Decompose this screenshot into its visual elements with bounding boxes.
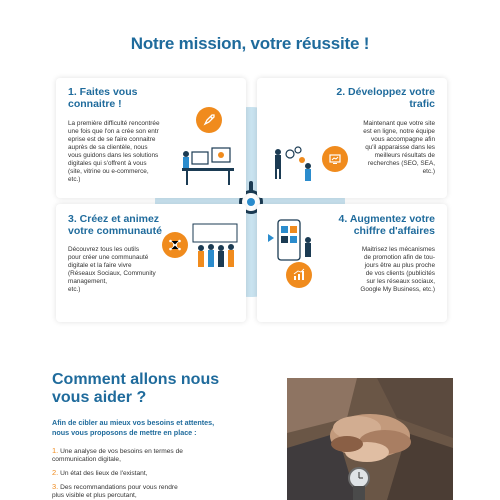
office-team-illustration [178,138,238,188]
mission-card-2-title: 2. Développez votre trafic [336,86,435,110]
community-network-icon [162,232,188,258]
help-list-item: 2. Un état des lieux de l'existant, [52,468,148,477]
help-section-title: Comment allons nous vous aider ? [52,371,220,406]
help-list [52,447,242,500]
analytics-team-illustration [268,138,328,188]
mission-card-3-title: 3. Créez et animez votre communauté [68,213,162,237]
mission-card-1-text: La première difficulté rencontrée une fois que l'on a crée son entr eprise est de se faire connaitre auprès de sa clientèle, nous vous guidons dans les solutions digitales qui s'offrent à vous (site, vitrine ou e-commerce, etc.) [68,120,160,183]
growth-chart-icon [286,262,312,288]
mission-card-4-title: 4. Augmentez votre chiffre d'affaires [338,213,435,237]
rocket-icon [196,107,222,133]
help-intro: Afin de cibler au mieux vos besoins et attentes, nous vous proposons de mettre en place : [52,418,215,437]
mission-card-4-text: Maitrisez les mécanismes de promotion afin de tou- jours être au plus proche de vos clients (publicités sur les réseaux sociaux, Google My Business, etc.) [360,246,435,293]
team-hands-photo-art [287,378,453,500]
team-hands-photo [287,378,453,500]
community-illustration [185,222,245,272]
mission-card-3-text: Découvrez tous les outils pour créer une communauté digitale et la faire vivre (Réseaux Sociaux, Community management, etc.) [68,246,156,293]
mission-card-2-text: Maintenant que votre site est en ligne, notre équipe vous accompagne afin qu'il apparaisse dans les meilleurs résultats de recherches (SEO, SEA, etc.) [363,120,435,175]
mission-title: Notre mission, votre réussite ! [130,34,370,53]
help-list-item: 1. Une analyse de vos besoins en termes de communication digitale, [52,446,183,463]
analytics-screen-icon [322,146,348,172]
mission-card-1-title: 1. Faites vous connaitre ! [68,86,138,110]
help-list-item: 3. Des recommandations pour vous rendre plus visible et plus percutant, [52,482,178,499]
